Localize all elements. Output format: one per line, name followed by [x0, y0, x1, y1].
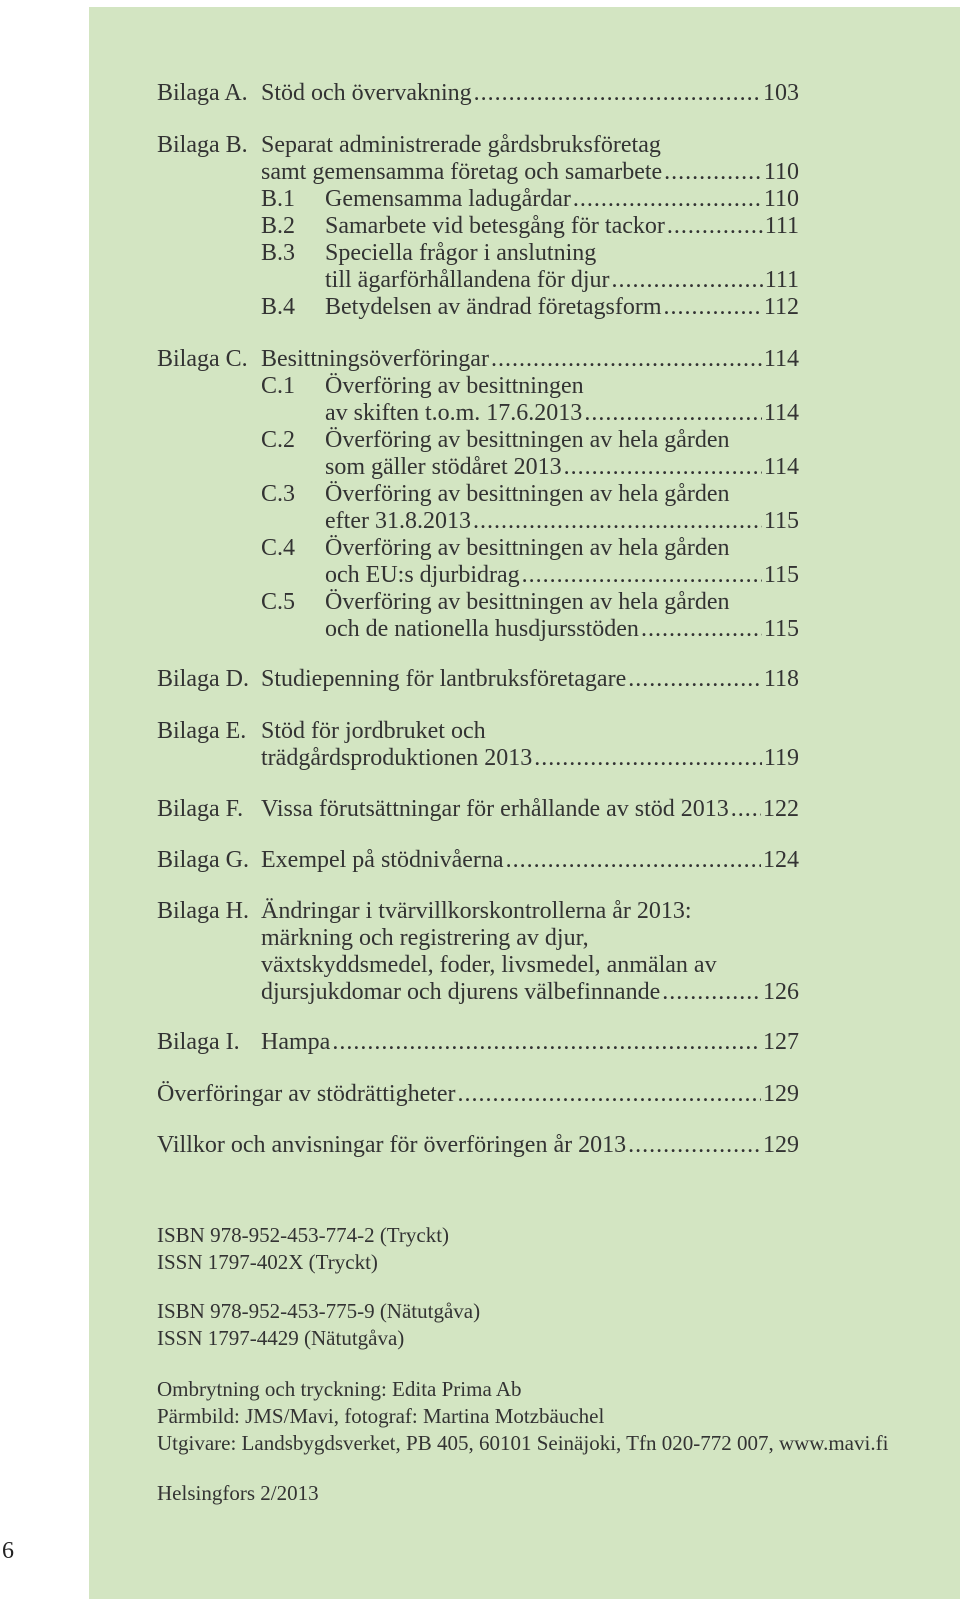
toc-entry-label: B.4: [261, 294, 296, 320]
toc-entry-line: [157, 452, 799, 482]
toc-entry-line: [157, 479, 799, 509]
toc-entry-line: [157, 923, 799, 953]
toc-entry-title: Överföring av besittningen: [325, 373, 584, 399]
toc-entry-line: [157, 78, 799, 108]
toc-entry-line: [157, 157, 799, 187]
place-date: Helsingfors 2/2013: [157, 1481, 319, 1505]
toc-entry-label: B.2: [261, 213, 296, 239]
toc-entry-line: [157, 1079, 799, 1109]
dot-leader: [458, 1079, 761, 1109]
cover-credit: Pärmbild: JMS/Mavi, fotograf: Martina Motzbäuchel: [157, 1404, 605, 1428]
toc-entry-line: [157, 211, 799, 241]
toc-entry-page: 129: [763, 1081, 799, 1107]
toc-entry-line: [157, 587, 799, 617]
toc-entry-page: 119: [763, 745, 799, 771]
toc-entry-title: trädgårdsproduktionen 2013: [261, 745, 533, 771]
toc-entry-label: Bilaga A.: [157, 80, 248, 106]
toc-entry-line: [157, 896, 799, 926]
toc-entry-page: 111: [764, 213, 799, 239]
isbn-online: ISBN 978-952-453-775-9 (Nätutgåva): [157, 1299, 481, 1323]
toc-entry-page: 126: [763, 979, 799, 1005]
toc-entry-title: Stöd och övervakning: [261, 80, 472, 106]
toc-entry-label: C.2: [261, 427, 296, 453]
dot-leader: [534, 743, 762, 773]
toc-entry-label: C.4: [261, 535, 296, 561]
toc-entry-title: och EU:s djurbidrag: [325, 562, 520, 588]
toc-entry-page: 114: [763, 346, 799, 372]
toc-entry-title: Stöd för jordbruket och: [261, 718, 486, 744]
toc-entry-page: 115: [763, 616, 799, 642]
toc-entry-page: 124: [763, 847, 799, 873]
issn-print: ISSN 1797-402X (Tryckt): [157, 1250, 378, 1274]
dot-leader: [506, 845, 761, 875]
toc-entry-line: [157, 292, 799, 322]
dot-leader: [564, 452, 762, 482]
toc-entry-label: Bilaga I.: [157, 1029, 240, 1055]
toc-entry-line: [157, 344, 799, 374]
publisher-credit: Utgivare: Landsbygdsverket, PB 405, 60101 Seinäjoki, Tfn 020-772 007, www.mavi.fi: [157, 1431, 889, 1455]
toc-entry-label: Bilaga C.: [157, 346, 248, 372]
toc-entry-page: 115: [763, 508, 799, 534]
toc-entry-title: Hampa: [261, 1029, 331, 1055]
toc-entry-page: 103: [763, 80, 799, 106]
toc-entry-title: Vissa förutsättningar för erhållande av stöd 2013: [261, 796, 729, 822]
toc-entry-line: [157, 977, 799, 1007]
toc-entry-title: samt gemensamma företag och samarbete: [261, 159, 663, 185]
toc-entry-line: [157, 506, 799, 536]
toc-entry-line: [157, 425, 799, 455]
dot-leader: [491, 344, 762, 374]
toc-entry-title: och de nationella husdjursstöden: [325, 616, 639, 642]
toc-entry-line: [157, 371, 799, 401]
toc-entry-line: [157, 743, 799, 773]
toc-entry-label: Bilaga D.: [157, 666, 249, 692]
toc-entry-title: av skiften t.o.m. 17.6.2013: [325, 400, 583, 426]
toc-entry-title: som gäller stödåret 2013: [325, 454, 562, 480]
toc-entry-title: Överföring av besittningen av hela gården: [325, 535, 730, 561]
dot-leader: [332, 1027, 761, 1057]
toc-entry-title: Överföring av besittningen av hela gården: [325, 427, 730, 453]
toc-entry-line: [157, 1027, 799, 1057]
toc-entry-title: djursjukdomar och djurens välbefinnande: [261, 979, 661, 1005]
toc-entry-title: Överföring av besittningen av hela gården: [325, 589, 730, 615]
toc-entry-title: till ägarförhållandena för djur: [325, 267, 610, 293]
toc-entry-title: Exempel på stödnivåerna: [261, 847, 504, 873]
toc-entry-page: 110: [763, 159, 799, 185]
toc-entry-title: Besittningsöverföringar: [261, 346, 489, 372]
toc-entry-title: växtskyddsmedel, foder, livsmedel, anmälan av: [261, 952, 717, 978]
toc-entry-title: Gemensamma ladugårdar: [325, 186, 571, 212]
dot-leader: [584, 398, 762, 428]
toc-entry-label: Bilaga G.: [157, 847, 249, 873]
page-number: 6: [2, 1538, 14, 1564]
toc-entry-label: B.3: [261, 240, 296, 266]
toc-entry-line: [157, 845, 799, 875]
toc-entry-title: Ändringar i tvärvillkorskontrollerna år 2013:: [261, 898, 692, 924]
toc-entry-page: 114: [763, 400, 799, 426]
toc-entry-line: [157, 664, 799, 694]
toc-entry-page: 129: [763, 1132, 799, 1158]
toc-entry-label: C.1: [261, 373, 296, 399]
dot-leader: [474, 78, 761, 108]
toc-entry-page: 110: [763, 186, 799, 212]
toc-entry-page: 111: [764, 267, 799, 293]
dot-leader: [641, 614, 762, 644]
toc-entry-title: Villkor och anvisningar för överföringen år 2013: [157, 1132, 627, 1158]
dot-leader: [612, 265, 763, 295]
toc-entry-page: 114: [763, 454, 799, 480]
toc-entry-label: Bilaga H.: [157, 898, 249, 924]
dot-leader: [662, 977, 761, 1007]
toc-entry-line: [157, 130, 799, 160]
toc-entry-label: B.1: [261, 186, 296, 212]
dot-leader: [667, 211, 763, 241]
dot-leader: [628, 1130, 761, 1160]
dot-leader: [522, 560, 762, 590]
toc-entry-page: 112: [763, 294, 799, 320]
toc-entry-line: [157, 184, 799, 214]
toc-entry-line: [157, 1130, 799, 1160]
toc-entry-line: [157, 950, 799, 980]
dot-leader: [573, 184, 762, 214]
toc-entry-label: C.3: [261, 481, 296, 507]
toc-entry-title: Separat administrerade gårdsbruksföretag: [261, 132, 661, 158]
toc-entry-line: [157, 560, 799, 590]
toc-entry-label: Bilaga F.: [157, 796, 244, 822]
toc-entry-line: [157, 533, 799, 563]
toc-entry-title: Betydelsen av ändrad företagsform: [325, 294, 662, 320]
dot-leader: [664, 292, 762, 322]
toc-entry-line: [157, 794, 799, 824]
toc-entry-line: [157, 614, 799, 644]
toc-entry-label: Bilaga E.: [157, 718, 247, 744]
isbn-print: ISBN 978-952-453-774-2 (Tryckt): [157, 1223, 450, 1247]
toc-entry-title: märkning och registrering av djur,: [261, 925, 589, 951]
dot-leader: [628, 664, 762, 694]
dot-leader: [664, 157, 762, 187]
toc-entry-page: 122: [763, 796, 799, 822]
layout-credit: Ombrytning och tryckning: Edita Prima Ab: [157, 1377, 522, 1401]
toc-entry-label: Bilaga B.: [157, 132, 248, 158]
toc-entry-title: Studiepenning för lantbruksföretagare: [261, 666, 627, 692]
toc-entry-title: Överföring av besittningen av hela gården: [325, 481, 730, 507]
toc-entry-title: Samarbete vid betesgång för tackor: [325, 213, 665, 239]
toc-entry-title: Överföringar av stödrättigheter: [157, 1081, 456, 1107]
toc-entry-label: C.5: [261, 589, 296, 615]
toc-entry-line: [157, 265, 799, 295]
toc-entry-line: [157, 398, 799, 428]
toc-entry-line: [157, 238, 799, 268]
issn-online: ISSN 1797-4429 (Nätutgåva): [157, 1326, 405, 1350]
toc-entry-page: 127: [763, 1029, 799, 1055]
toc-entry-page: 118: [763, 666, 799, 692]
toc-entry-title: Speciella frågor i anslutning: [325, 240, 597, 266]
dot-leader: [731, 794, 761, 824]
toc-entry-line: [157, 716, 799, 746]
toc-entry-title: efter 31.8.2013: [325, 508, 471, 534]
toc-entry-page: 115: [763, 562, 799, 588]
dot-leader: [473, 506, 762, 536]
